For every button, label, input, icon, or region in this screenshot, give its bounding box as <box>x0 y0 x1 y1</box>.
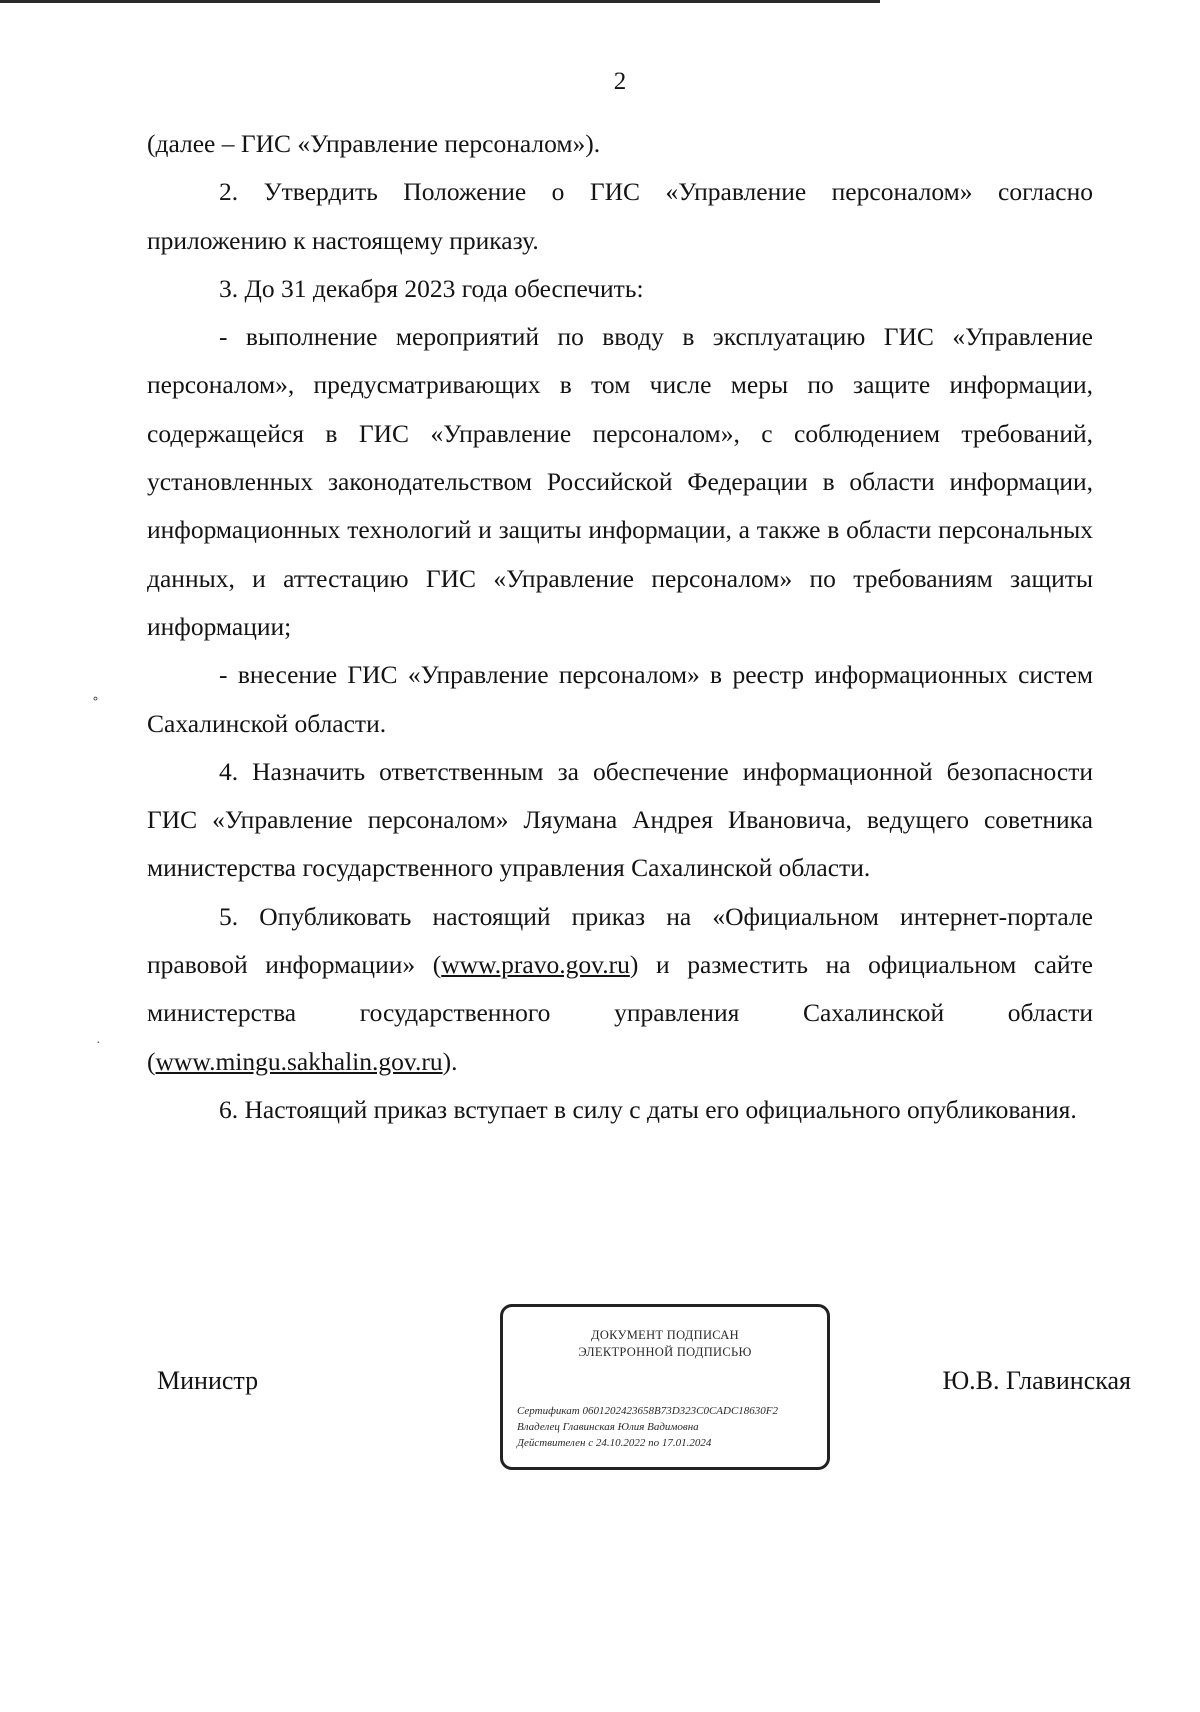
paragraph-item-3: 3. До 31 декабря 2023 года обеспечить: <box>219 273 644 303</box>
stamp-details <box>517 1403 778 1451</box>
paragraph-item-3-bullet-1: - выполнение мероприятий по вводу в эксплуатацию ГИС «Управление персоналом», предусматривающих в том числе меры по защите информации, содержащейся в ГИС «Управление персоналом», с соблюдением требований, установленных законодательством Российской Федерации в области информации, информационных технологий и защиты информации, а также в области персональных данных, и аттестацию ГИС «Управление персоналом» по требованиям защиты информации; <box>147 322 1093 641</box>
pravo-link[interactable]: www.pravo.gov.ru <box>441 950 630 980</box>
publication-text-end: ). <box>442 1046 458 1076</box>
publication-text-middle: ) и разместить на официальном сайте министерства государственного управления Сахалинской области ( <box>147 950 1093 1076</box>
page-number: 2 <box>613 68 627 95</box>
electronic-signature-stamp <box>500 1304 830 1470</box>
stamp-certificate: Сертификат 0601202423658B73D323C0CADC18630F2 <box>517 1405 779 1417</box>
minister-name: Ю.В. Главинская <box>942 1366 1131 1395</box>
stamp-validity: Действителен с 24.10.2022 по 17.01.2024 <box>517 1437 712 1449</box>
paragraph-item-5 <box>147 893 1093 1086</box>
stamp-heading <box>503 1327 827 1361</box>
minister-title: Министр <box>157 1366 259 1395</box>
paragraph-item-2: 2. Утвердить Положение о ГИС «Управление персоналом» согласно приложению к настоящему приказу. <box>147 177 1093 255</box>
paragraph-item-6: 6. Настоящий приказ вступает в силу с даты его официального опубликования. <box>219 1094 1077 1124</box>
stamp-heading-line-2: ЭЛЕКТРОННОЙ ПОДПИСЬЮ <box>578 1345 752 1359</box>
document-body <box>147 120 1093 1134</box>
publication-text-start: 5. Опубликовать настоящий приказ на «Официальном интернет-портале правовой информации» ( <box>147 901 1093 980</box>
paragraph-item-4: 4. Назначить ответственным за обеспечение информационной безопасности ГИС «Управление персоналом» Ляумана Андрея Ивановича, ведущего советника министерства государственного управления Сахалинской области. <box>147 756 1093 883</box>
stamp-heading-line-1: ДОКУМЕНТ ПОДПИСАН <box>591 1328 739 1342</box>
scan-speck: · <box>96 1036 101 1051</box>
mingu-link[interactable]: www.mingu.sakhalin.gov.ru <box>155 1046 443 1076</box>
stamp-owner: Владелец Главинская Юлия Вадимовна <box>517 1421 699 1433</box>
scan-speck: ∘ <box>92 692 99 707</box>
top-rule <box>0 0 880 3</box>
paragraph-continuation: (далее – ГИС «Управление персоналом»). <box>147 129 601 158</box>
paragraph-item-3-bullet-2: - внесение ГИС «Управление персоналом» в реестр информационных систем Сахалинской области. <box>147 660 1093 738</box>
